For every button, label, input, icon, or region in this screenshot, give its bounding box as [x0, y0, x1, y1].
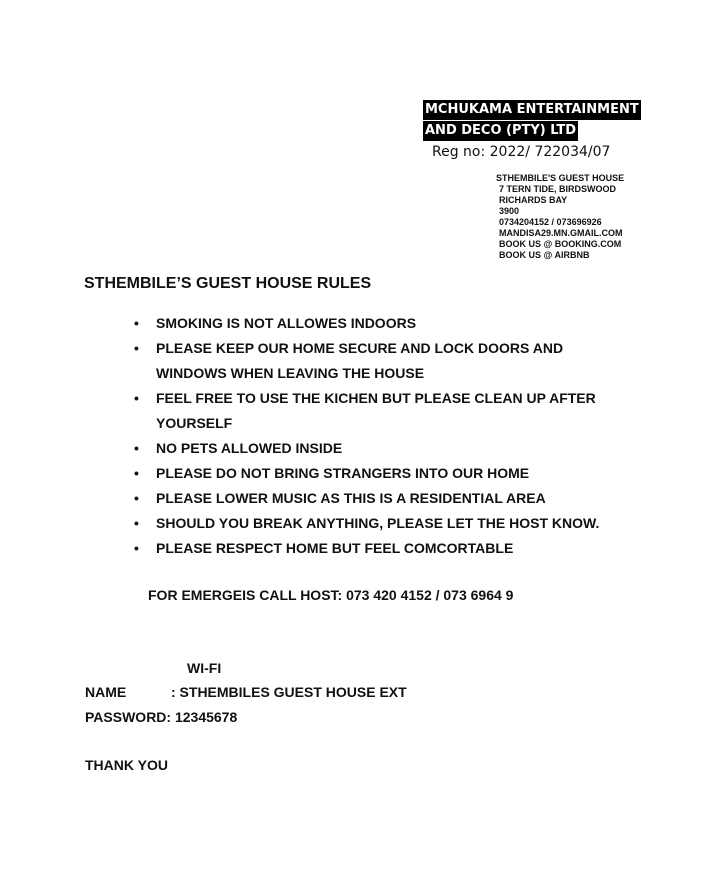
registration-number: Reg no: 2022/ 722034/07 — [432, 144, 611, 160]
wifi-name-label: NAME — [85, 684, 127, 700]
emergency-contact: FOR EMERGEIS CALL HOST: 073 420 4152 / 073 6964 9 — [148, 587, 514, 603]
rule-item: • PLEASE KEEP OUR HOME SECURE AND LOCK DOORS AND WINDOWS WHEN LEAVING THE HOUSE — [130, 336, 630, 386]
company-name-line-1: MCHUKAMA ENTERTAINMENT — [423, 100, 641, 120]
rule-item: • PLEASE RESPECT HOME BUT FEEL COMCORTABLE — [130, 536, 630, 561]
wifi-name-row — [85, 684, 407, 700]
address-line: 0734204152 / 073696926 — [499, 217, 602, 227]
rule-item: • PLEASE DO NOT BRING STRANGERS INTO OUR HOME — [130, 461, 630, 486]
address-line: BOOK US @ AIRBNB — [499, 250, 590, 260]
address-line: RICHARDS BAY — [499, 195, 568, 205]
wifi-heading: WI-FI — [187, 660, 222, 676]
address-line: 7 TERN TIDE, BIRDSWOOD — [499, 184, 617, 194]
address-line: MANDISA29.MN.GMAIL.COM — [499, 228, 623, 238]
rule-item: • NO PETS ALLOWED INSIDE — [130, 436, 630, 461]
address-line: BOOK US @ BOOKING.COM — [499, 239, 622, 249]
document-title: STHEMBILE’S GUEST HOUSE RULES — [84, 275, 372, 292]
rule-item: • FEEL FREE TO USE THE KICHEN BUT PLEASE CLEAN UP AFTER YOURSELF — [130, 386, 630, 436]
company-name-block — [423, 100, 641, 142]
closing-text: THANK YOU — [85, 757, 168, 773]
rule-item: • PLEASE LOWER MUSIC AS THIS IS A RESIDENTIAL AREA — [130, 486, 630, 511]
address-block — [496, 173, 624, 261]
rule-item: • SMOKING IS NOT ALLOWES INDOORS — [130, 311, 630, 336]
company-name-line-2: AND DECO (PTY) LTD — [423, 121, 578, 141]
address-line: STHEMBILE'S GUEST HOUSE — [496, 173, 625, 183]
wifi-name-value: : STHEMBILES GUEST HOUSE EXT — [171, 684, 407, 700]
rule-item: • SHOULD YOU BREAK ANYTHING, PLEASE LET THE HOST KNOW. — [130, 511, 630, 536]
wifi-password: PASSWORD: 12345678 — [85, 709, 238, 725]
rules-list — [130, 311, 630, 561]
address-line: 3900 — [499, 206, 520, 216]
